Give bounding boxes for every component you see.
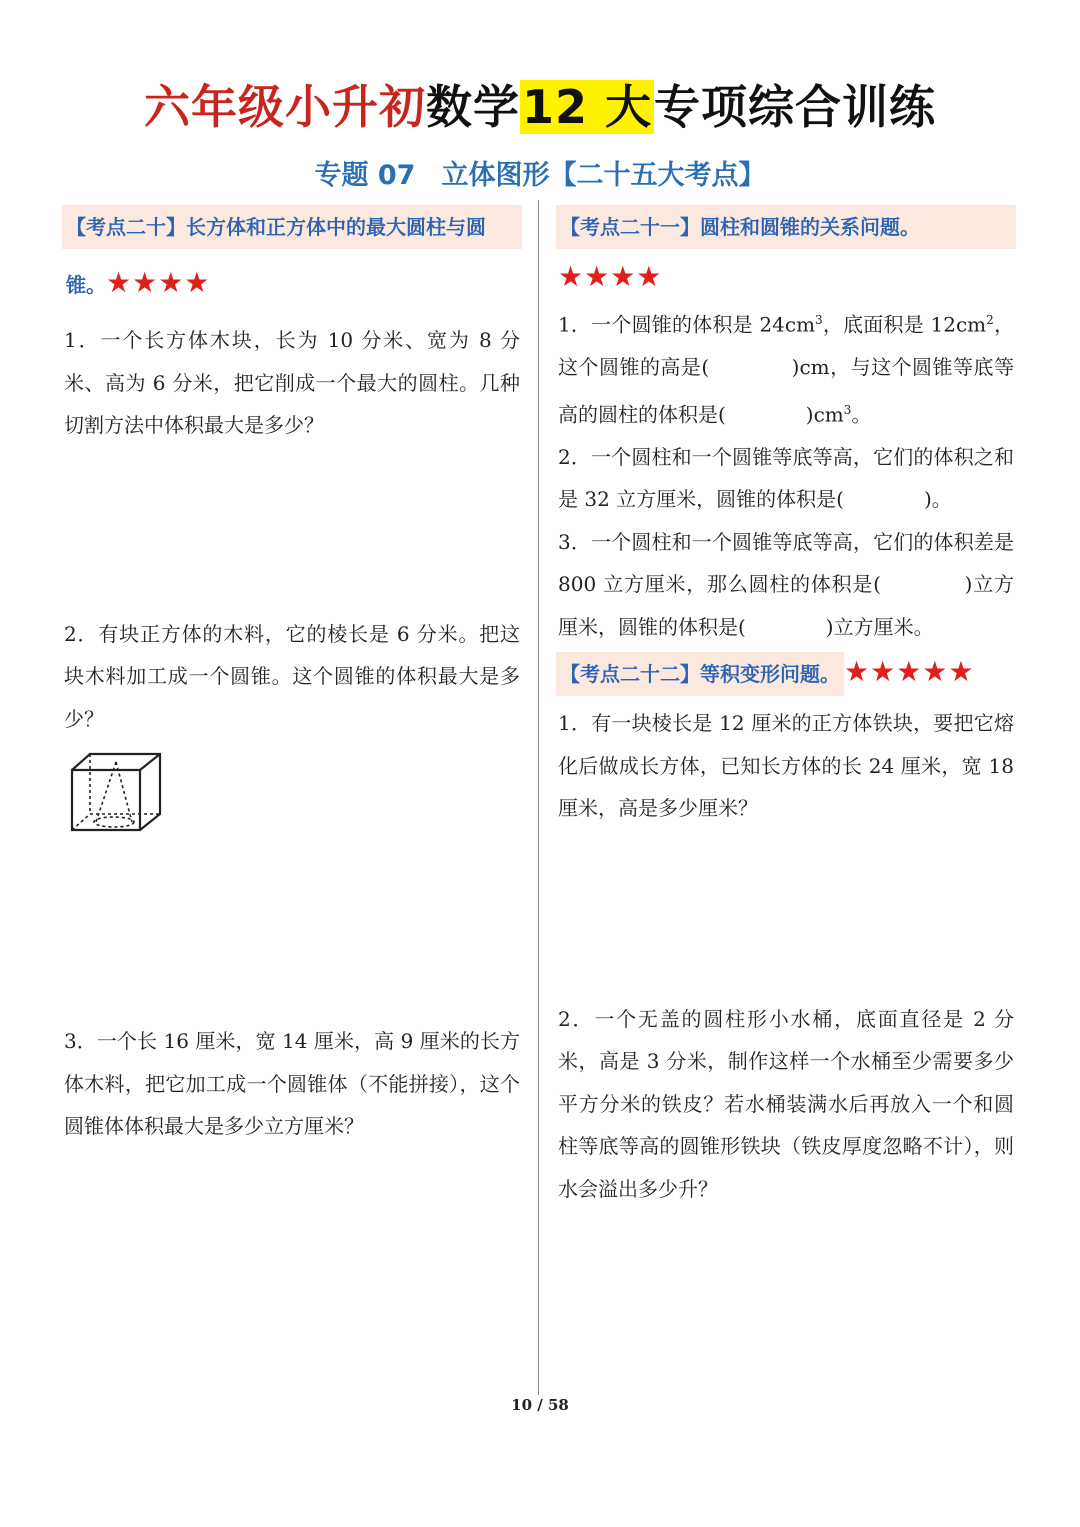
question-21-1-part-d: 。: [851, 402, 872, 427]
page-number: 10 / 58: [511, 1396, 569, 1414]
question-21-1-sup3: 3: [843, 402, 852, 417]
left-column: [62, 205, 522, 1148]
title-highlight-part: 12 大: [521, 80, 653, 134]
subtitle-topic: 专题 07: [314, 160, 416, 191]
title-red-part: 六年级小升初: [143, 80, 426, 134]
subtitle-name: 立体图形【二十五大考点】: [441, 160, 766, 191]
difficulty-stars-22: ★★★★★: [844, 655, 975, 689]
cube-cone-figure: [66, 750, 166, 834]
question-21-3: 3．一个圆柱和一个圆锥等底等高，它们的体积差是 800 立方厘米，那么圆柱的体积是( )立方厘米，圆锥的体积是( )立方厘米。: [558, 529, 1014, 639]
question-20-1: 1．一个长方体木块，长为 10 分米、宽为 8 分米、高为 6 分米，把它削成一个最大的圆柱。几种切割方法中体积最大是多少？: [64, 328, 520, 437]
section-heading-22-row: [556, 652, 1016, 696]
difficulty-stars-20: ★★★★: [106, 266, 211, 299]
section-heading-20: 【考点二十】长方体和正方体中的最大圆柱与圆: [62, 205, 522, 249]
page-title: [0, 72, 1080, 142]
page-subtitle: [0, 156, 1080, 196]
section-heading-20-line2: 锥。: [66, 273, 106, 297]
question-21-1-sup1: 3: [815, 313, 823, 327]
question-21-1-part-b: ，底面积是 12cm: [822, 312, 987, 337]
question-21-1-part-a: 1．一个圆锥的体积是 24cm: [558, 312, 816, 337]
question-20-3: 3．一个长 16 厘米，宽 14 厘米，高 9 厘米的长方体木料，把它加工成一个圆锥体（不能拼接），这个圆锥体体积最大是多少立方厘米？: [64, 1029, 520, 1138]
question-21-1-sup2: 2: [986, 313, 994, 327]
question-22-1: 1．有一块棱长是 12 厘米的正方体铁块，要把它熔化后做成长方体，已知长方体的长 24 厘米，宽 18 厘米，高是多少厘米？: [558, 711, 1014, 821]
title-black-part: 数学: [425, 80, 520, 134]
difficulty-stars-21: ★★★★: [558, 260, 663, 293]
question-22-2: 2．一个无盖的圆柱形小水桶，底面直径是 2 分米，高是 3 分米，制作这样一个水桶至少需要多少平方分米的铁皮？若水桶装满水后再放入一个和圆柱等底等高的圆锥形铁块（铁皮厚度忽略不计），则水会溢出多少升？: [558, 1006, 1014, 1201]
section-heading-21: 【考点二十一】圆柱和圆锥的关系问题。: [556, 205, 1016, 249]
section-heading-20-cont: [62, 261, 522, 307]
question-21-1-part-c: ，这个圆锥的高是( )cm，与这个圆锥等底等高的圆柱的体积是( )cm: [558, 312, 1014, 427]
title-rest-part: 专项综合训练: [654, 80, 937, 134]
question-20-2: 2．有块正方体的木料，它的棱长是 6 分米。把这块木料加工成一个圆锥。这个圆锥的体积最大是多少？: [64, 621, 520, 731]
question-21-1: [556, 299, 1016, 436]
right-column: [556, 205, 1016, 1210]
column-divider: [538, 200, 539, 1395]
question-21-2: 2．一个圆柱和一个圆锥等底等高，它们的体积之和是 32 立方厘米，圆锥的体积是( )。: [558, 444, 1014, 512]
section-heading-22: 【考点二十二】等积变形问题。: [556, 652, 844, 696]
